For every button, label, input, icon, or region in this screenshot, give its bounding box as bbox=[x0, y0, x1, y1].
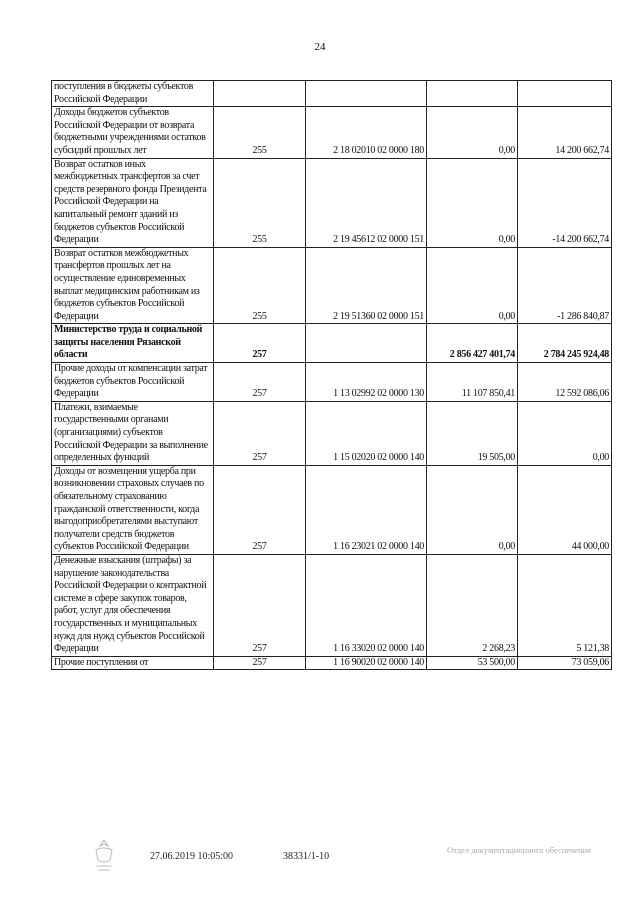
table-row bbox=[52, 554, 612, 656]
row-budget-code-cell: 1 15 02020 02 0000 140 bbox=[306, 401, 427, 465]
row-value-2020-cell: 0,00 bbox=[518, 401, 612, 465]
row-admin-code-cell bbox=[214, 81, 306, 107]
row-name-cell: Денежные взыскания (штрафы) за нарушение законодательства Российской Федерации о контрактной системе в сфере закупок товаров, работ, услуг для обеспечения государственных и муниципальных нужд для нужд субъектов Российской Федерации bbox=[52, 554, 214, 656]
table-row bbox=[52, 81, 612, 107]
table-row bbox=[52, 401, 612, 465]
row-name-cell: Платежи, взимаемые государственными органами (организациями) субъектов Российской Федерации за выполнение определенных функций bbox=[52, 401, 214, 465]
table-row bbox=[52, 247, 612, 324]
row-value-2020-cell: 44 000,00 bbox=[518, 465, 612, 554]
row-value-2020-cell bbox=[518, 81, 612, 107]
row-value-2019-cell: 0,00 bbox=[427, 158, 518, 247]
row-budget-code-cell: 1 16 90020 02 0000 140 bbox=[306, 656, 427, 670]
row-name-cell: поступления в бюджеты субъектов Российской Федерации bbox=[52, 81, 214, 107]
row-budget-code-cell: 2 19 51360 02 0000 151 bbox=[306, 247, 427, 324]
row-value-2019-cell: 0,00 bbox=[427, 465, 518, 554]
row-budget-code-cell: 1 13 02992 02 0000 130 bbox=[306, 363, 427, 402]
row-admin-code-cell: 257 bbox=[214, 363, 306, 402]
row-name-cell: Прочие поступления от bbox=[52, 656, 214, 670]
row-name-cell: Возврат остатков иных межбюджетных трансфертов за счет средств резервного фонда Президента Российской Федерации на капитальный ремонт зданий из бюджетов субъектов Российской Федерации bbox=[52, 158, 214, 247]
row-name-cell: Доходы бюджетов субъектов Российской Федерации от возврата бюджетными учреждениями остатков субсидий прошлых лет bbox=[52, 107, 214, 158]
table-row bbox=[52, 158, 612, 247]
emblem-logo bbox=[90, 836, 118, 876]
department-stamp: Отдел документационного обеспечения bbox=[447, 845, 591, 855]
row-value-2019-cell: 53 500,00 bbox=[427, 656, 518, 670]
row-value-2020-cell: 2 784 245 924,48 bbox=[518, 324, 612, 363]
row-budget-code-cell: 1 16 33020 02 0000 140 bbox=[306, 554, 427, 656]
table-row bbox=[52, 107, 612, 158]
row-admin-code-cell: 257 bbox=[214, 324, 306, 363]
table-row bbox=[52, 656, 612, 670]
row-value-2019-cell bbox=[427, 81, 518, 107]
row-value-2019-cell: 2 856 427 401,74 bbox=[427, 324, 518, 363]
row-value-2019-cell: 0,00 bbox=[427, 247, 518, 324]
row-budget-code-cell: 2 18 02010 02 0000 180 bbox=[306, 107, 427, 158]
row-budget-code-cell bbox=[306, 81, 427, 107]
row-value-2020-cell: 12 592 086,06 bbox=[518, 363, 612, 402]
row-value-2019-cell: 2 268,23 bbox=[427, 554, 518, 656]
revenue-table bbox=[51, 80, 612, 670]
row-name-cell: Возврат остатков межбюджетных трансфертов прошлых лет на осуществление единовременных выплат медицинским работникам из бюджетов субъектов Российской Федерации bbox=[52, 247, 214, 324]
row-budget-code-cell: 1 16 23021 02 0000 140 bbox=[306, 465, 427, 554]
table-body bbox=[52, 81, 612, 670]
footer-datetime: 27.06.2019 10:05:00 bbox=[150, 851, 234, 862]
row-value-2020-cell: -14 200 662,74 bbox=[518, 158, 612, 247]
row-name-cell: Прочие доходы от компенсации затрат бюджетов субъектов Российской Федерации bbox=[52, 363, 214, 402]
row-name-cell: Доходы от возмещения ущерба при возникновении страховых случаев по обязательному страхованию гражданской ответственности, когда выгодоприобретателями выступают получатели средств бюджетов субъектов Российской Федерации bbox=[52, 465, 214, 554]
row-admin-code-cell: 255 bbox=[214, 247, 306, 324]
row-value-2020-cell: -1 286 840,87 bbox=[518, 247, 612, 324]
table-row bbox=[52, 324, 612, 363]
table-row bbox=[52, 363, 612, 402]
row-budget-code-cell: 2 19 45612 02 0000 151 bbox=[306, 158, 427, 247]
row-admin-code-cell: 257 bbox=[214, 401, 306, 465]
row-value-2020-cell: 14 200 662,74 bbox=[518, 107, 612, 158]
row-admin-code-cell: 257 bbox=[214, 554, 306, 656]
row-value-2020-cell: 73 059,06 bbox=[518, 656, 612, 670]
row-value-2019-cell: 11 107 850,41 bbox=[427, 363, 518, 402]
row-value-2019-cell: 19 505,00 bbox=[427, 401, 518, 465]
row-value-2019-cell: 0,00 bbox=[427, 107, 518, 158]
footer-doc-number: 38331/1-10 bbox=[283, 851, 330, 862]
row-value-2020-cell: 5 121,38 bbox=[518, 554, 612, 656]
row-admin-code-cell: 255 bbox=[214, 107, 306, 158]
page-number: 24 bbox=[314, 41, 326, 53]
table-row bbox=[52, 465, 612, 554]
row-admin-code-cell: 255 bbox=[214, 158, 306, 247]
row-budget-code-cell bbox=[306, 324, 427, 363]
row-admin-code-cell: 257 bbox=[214, 656, 306, 670]
row-admin-code-cell: 257 bbox=[214, 465, 306, 554]
row-name-cell: Министерство труда и социальной защиты населения Рязанской области bbox=[52, 324, 214, 363]
